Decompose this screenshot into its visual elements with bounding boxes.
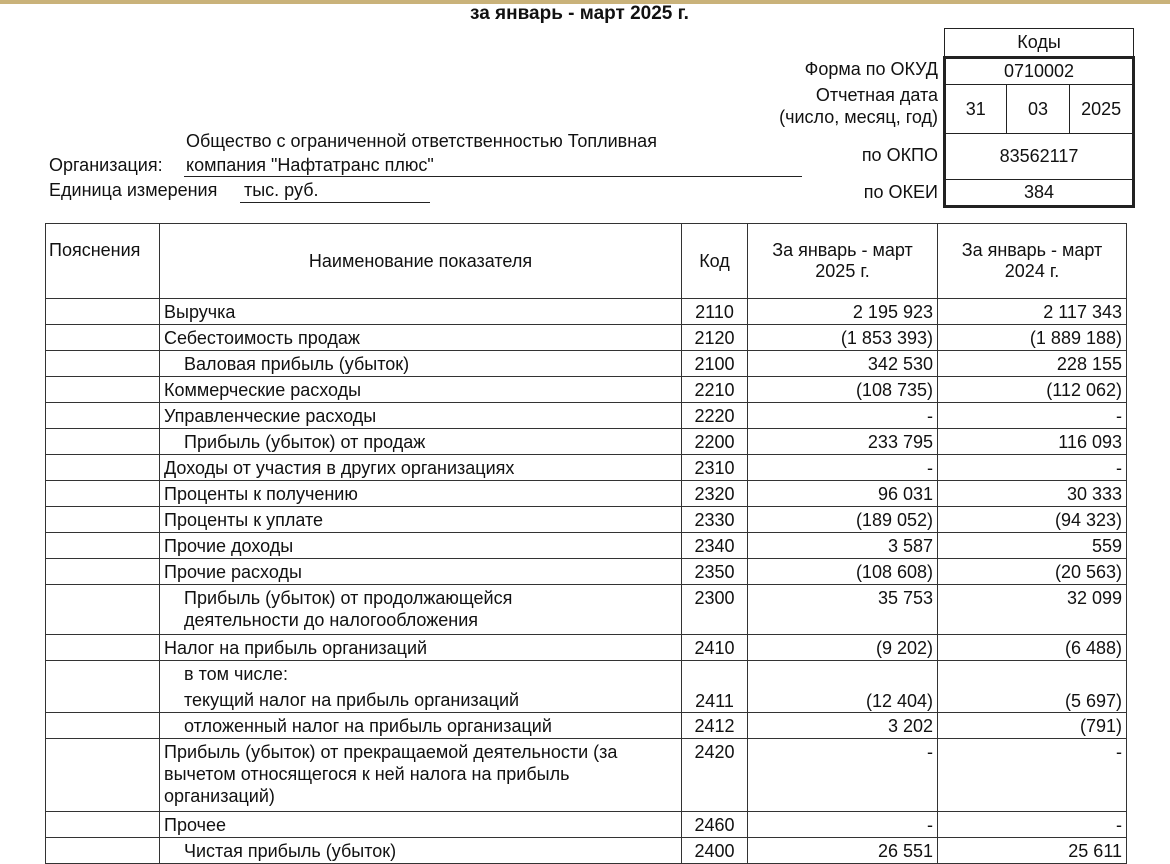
row-current-value: 3 587 <box>748 533 938 559</box>
notes-cell <box>46 635 160 661</box>
table-row <box>46 739 1127 812</box>
unit-value: тыс. руб. <box>244 180 319 200</box>
okpo-label: по ОКПО <box>861 145 938 165</box>
notes-cell <box>46 481 160 507</box>
table-row <box>46 429 1127 455</box>
notes-cell <box>46 325 160 351</box>
row-previous-value: - <box>938 812 1127 838</box>
row-current-value: - <box>748 812 938 838</box>
notes-cell <box>46 299 160 325</box>
col-previous-line2: 2024 г. <box>1004 261 1060 281</box>
row-name: Налог на прибыль организаций <box>160 635 682 661</box>
row-previous-value: (20 563) <box>938 559 1127 585</box>
row-previous-value: 2 117 343 <box>938 299 1127 325</box>
row-current-value: 2 195 923 <box>748 299 938 325</box>
row-previous-value: 25 611 <box>938 838 1127 864</box>
col-notes: Пояснения <box>46 224 160 299</box>
row-name: Выручка <box>160 299 682 325</box>
date-year: 2025 <box>1070 85 1134 134</box>
row-current-value: (189 052) <box>748 507 938 533</box>
row-name-line: вычетом относящегося к ней налога на прибыль <box>164 764 570 784</box>
table-row <box>46 377 1127 403</box>
date-label-2: (число, месяц, год) <box>779 107 938 127</box>
row-name: Коммерческие расходы <box>160 377 682 403</box>
codes-box <box>943 28 1135 208</box>
table-row <box>46 481 1127 507</box>
row-current-value: 26 551 <box>748 838 938 864</box>
row-code: 2100 <box>682 351 748 377</box>
row-name: Проценты к уплате <box>160 507 682 533</box>
row-name: Управленческие расходы <box>160 403 682 429</box>
table-row <box>46 661 1127 713</box>
row-name: отложенный налог на прибыль организаций <box>160 713 682 739</box>
row-previous-value: (112 062) <box>938 377 1127 403</box>
col-current-line2: 2025 г. <box>815 261 870 281</box>
table-row <box>46 559 1127 585</box>
row-current-value: (108 735) <box>748 377 938 403</box>
notes-cell <box>46 713 160 739</box>
row-code: 2340 <box>682 533 748 559</box>
date-label-1: Отчетная дата <box>815 85 938 105</box>
row-previous-value: 32 099 <box>938 585 1127 635</box>
table-row <box>46 299 1127 325</box>
table-row <box>46 507 1127 533</box>
row-name: Чистая прибыль (убыток) <box>160 838 682 864</box>
row-name <box>160 661 682 713</box>
row-name <box>160 739 682 812</box>
okud-value: 0710002 <box>945 58 1134 85</box>
row-name: Прочее <box>160 812 682 838</box>
okpo-value: 83562117 <box>945 134 1134 180</box>
row-current-value: (9 202) <box>748 635 938 661</box>
row-name: Прибыль (убыток) от продаж <box>160 429 682 455</box>
row-code: 2200 <box>682 429 748 455</box>
row-current-value: 3 202 <box>748 713 938 739</box>
table-row <box>46 838 1127 864</box>
row-code: 2320 <box>682 481 748 507</box>
col-name: Наименование показателя <box>160 224 682 299</box>
row-name-line: в том числе: <box>184 664 288 684</box>
row-code: 2412 <box>682 713 748 739</box>
table-row <box>46 403 1127 429</box>
table-row <box>46 635 1127 661</box>
row-name <box>160 585 682 635</box>
row-previous-value: (94 323) <box>938 507 1127 533</box>
col-code: Код <box>682 224 748 299</box>
row-name: Доходы от участия в других организациях <box>160 455 682 481</box>
row-code: 2110 <box>682 299 748 325</box>
row-code: 2460 <box>682 812 748 838</box>
row-previous-value: 116 093 <box>938 429 1127 455</box>
okei-label: по ОКЕИ <box>863 182 938 202</box>
table-row <box>46 325 1127 351</box>
row-name-line: Прибыль (убыток) от прекращаемой деятельности (за <box>164 742 618 762</box>
row-name-line: организаций) <box>164 786 275 806</box>
row-previous-value: 228 155 <box>938 351 1127 377</box>
row-previous-value: - <box>938 739 1127 812</box>
notes-cell <box>46 559 160 585</box>
table-row <box>46 533 1127 559</box>
row-name: Прочие расходы <box>160 559 682 585</box>
unit-underline <box>240 202 430 203</box>
row-code: 2120 <box>682 325 748 351</box>
row-name: Себестоимость продаж <box>160 325 682 351</box>
notes-cell <box>46 507 160 533</box>
report-period-title: за январь - март 2025 г. <box>470 3 689 24</box>
row-current-value: - <box>748 739 938 812</box>
row-code: 2300 <box>682 585 748 635</box>
notes-cell <box>46 377 160 403</box>
notes-cell <box>46 838 160 864</box>
table-row <box>46 351 1127 377</box>
row-current-value: (1 853 393) <box>748 325 938 351</box>
codes-header: Коды <box>945 29 1134 58</box>
col-current-line1: За январь - март <box>772 240 913 260</box>
row-previous-value: (5 697) <box>938 661 1127 713</box>
row-previous-value: - <box>938 403 1127 429</box>
unit-label: Единица измерения <box>49 180 218 200</box>
row-name-line: деятельности до налогообложения <box>184 610 479 630</box>
okei-value: 384 <box>945 180 1134 207</box>
row-code: 2420 <box>682 739 748 812</box>
notes-cell <box>46 739 160 812</box>
row-code: 2350 <box>682 559 748 585</box>
notes-cell <box>46 661 160 713</box>
financial-results-table <box>45 223 1127 864</box>
row-current-value: - <box>748 455 938 481</box>
row-code: 2411 <box>682 661 748 713</box>
row-previous-value: (6 488) <box>938 635 1127 661</box>
notes-cell <box>46 812 160 838</box>
org-underline <box>184 176 802 177</box>
date-day: 31 <box>945 85 1007 134</box>
notes-cell <box>46 351 160 377</box>
row-current-value: 35 753 <box>748 585 938 635</box>
table-row <box>46 713 1127 739</box>
row-current-value: 342 530 <box>748 351 938 377</box>
row-name: Прочие доходы <box>160 533 682 559</box>
col-previous-line1: За январь - март <box>961 240 1103 260</box>
row-name: Проценты к получению <box>160 481 682 507</box>
row-code: 2220 <box>682 403 748 429</box>
row-current-value: (12 404) <box>748 661 938 713</box>
row-current-value: 96 031 <box>748 481 938 507</box>
org-name-line1: Общество с ограниченной ответственностью Топливная <box>186 131 657 151</box>
org-name-line2: компания "Нафтатранс плюс" <box>186 155 434 175</box>
notes-cell <box>46 585 160 635</box>
row-code: 2310 <box>682 455 748 481</box>
row-previous-value: (791) <box>938 713 1127 739</box>
row-code: 2210 <box>682 377 748 403</box>
row-previous-value: (1 889 188) <box>938 325 1127 351</box>
row-code: 2330 <box>682 507 748 533</box>
notes-cell <box>46 455 160 481</box>
row-code: 2410 <box>682 635 748 661</box>
okud-label: Форма по ОКУД <box>804 59 938 79</box>
row-name-line: Прибыль (убыток) от продолжающейся <box>184 588 513 608</box>
notes-cell <box>46 403 160 429</box>
row-previous-value: - <box>938 455 1127 481</box>
row-current-value: 233 795 <box>748 429 938 455</box>
notes-cell <box>46 429 160 455</box>
col-current <box>748 224 938 299</box>
row-previous-value: 30 333 <box>938 481 1127 507</box>
table-row <box>46 455 1127 481</box>
notes-cell <box>46 533 160 559</box>
date-month: 03 <box>1006 85 1070 134</box>
col-previous <box>938 224 1127 299</box>
table-row <box>46 812 1127 838</box>
row-current-value: (108 608) <box>748 559 938 585</box>
org-label: Организация: <box>49 155 163 175</box>
row-previous-value: 559 <box>938 533 1127 559</box>
row-name: Валовая прибыль (убыток) <box>160 351 682 377</box>
row-code: 2400 <box>682 838 748 864</box>
row-name-line: текущий налог на прибыль организаций <box>184 690 520 710</box>
table-row <box>46 585 1127 635</box>
row-current-value: - <box>748 403 938 429</box>
